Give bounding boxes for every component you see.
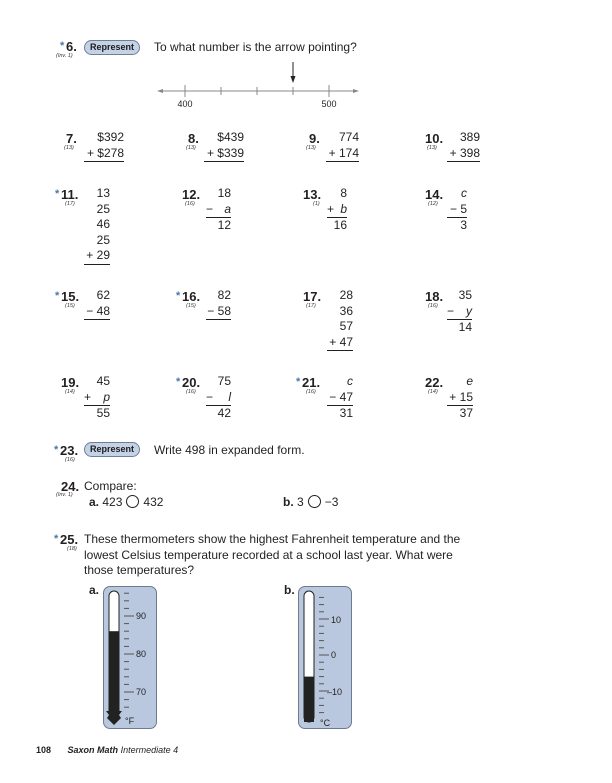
scale-label-0: 0 (331, 650, 337, 660)
addend: $392 (97, 130, 124, 144)
subtrahend: − 48 (84, 304, 110, 321)
addition-column (447, 374, 473, 422)
problem-number: 24. (61, 479, 80, 494)
comparison-circle[interactable] (126, 495, 139, 508)
thermometer-b-label: b. (284, 583, 295, 597)
represent-badge: Represent (84, 442, 140, 457)
lesson-ref: (17) (306, 303, 316, 309)
right-arrowhead (353, 89, 359, 93)
minuend: c (347, 374, 353, 388)
addend: $439 (217, 130, 244, 144)
left-value: 3 (297, 495, 304, 509)
result: 55 (96, 406, 110, 420)
star-marker: * (60, 40, 65, 52)
subtraction-column (206, 374, 231, 422)
star-marker: * (176, 290, 181, 302)
result: 14 (458, 320, 472, 334)
lesson-ref: (16) (186, 389, 196, 395)
lesson-ref: (16) (428, 303, 438, 309)
addition-column (84, 130, 124, 162)
addend: 25 (96, 232, 110, 247)
thermometer-bulb (106, 711, 122, 725)
problem-number: 18. (425, 289, 444, 304)
thermometer-b (298, 586, 352, 729)
problem-number: 16. (182, 289, 201, 304)
addend: 46 (96, 217, 110, 231)
operator: − (206, 389, 214, 404)
subtraction-column (447, 288, 472, 336)
subtrahend-row (447, 304, 472, 321)
lesson-ref: (13) (186, 145, 196, 151)
variable: b (340, 201, 347, 216)
scale-label-80: 80 (136, 649, 147, 659)
problem-number: 13. (303, 187, 322, 202)
result: 37 (459, 406, 473, 420)
minuend: 75 (217, 374, 231, 388)
problem-number: 15. (61, 289, 80, 304)
compare-b (283, 495, 338, 509)
addend: 774 (338, 130, 359, 144)
minuend: 82 (217, 288, 231, 302)
pointer-arrow-head (291, 76, 296, 83)
lesson-ref: (14) (428, 389, 438, 395)
addend: 45 (96, 374, 110, 388)
addend-with-operator: + $278 (84, 146, 124, 163)
part-label: b. (283, 495, 294, 509)
thermometer-bulb (304, 715, 314, 722)
addition-column (84, 186, 110, 265)
thermometer-b-graphic (299, 587, 351, 728)
variable: p (103, 389, 110, 404)
variable: a (224, 201, 231, 216)
addend-row (327, 202, 347, 219)
addend-row (84, 390, 110, 407)
footer (36, 745, 178, 755)
addend: 25 (96, 201, 110, 216)
addend: 36 (339, 303, 353, 318)
addend-with-operator: + 398 (447, 146, 480, 163)
left-value: 423 (102, 495, 123, 509)
result: 42 (217, 406, 231, 420)
lesson-ref: (16) (65, 457, 75, 463)
addend-with-operator: + 47 (327, 335, 353, 352)
part-label: a. (89, 495, 100, 509)
subtrahend-row (206, 202, 231, 219)
addend-with-operator: + 29 (84, 248, 110, 265)
variable: y (466, 303, 472, 318)
lesson-ref: (1) (313, 201, 320, 207)
operator: − (206, 201, 214, 216)
left-arrowhead (157, 89, 163, 93)
lesson-ref: (13) (306, 145, 316, 151)
number-line (155, 62, 365, 112)
star-marker: * (296, 376, 301, 388)
problem-number: 22. (425, 375, 444, 390)
problem-number: 19. (61, 375, 80, 390)
subtraction-column (206, 288, 231, 320)
subtrahend-row (206, 390, 231, 407)
unit-label: °C (320, 718, 331, 728)
question-line: those temperatures? (84, 563, 195, 577)
subtraction-column (206, 186, 231, 234)
operator: + (84, 389, 92, 404)
result: 31 (339, 406, 353, 420)
compare-label: Compare: (84, 479, 137, 493)
addition-column (326, 130, 359, 162)
tick-label-500: 500 (321, 99, 337, 109)
question-text: To what number is the arrow pointing? (154, 40, 357, 54)
compare-a (89, 495, 163, 509)
lesson-ref: (14) (65, 389, 75, 395)
addition-column (84, 374, 110, 422)
right-value: −3 (324, 495, 339, 509)
lesson-ref: (15) (186, 303, 196, 309)
addition-column (447, 130, 480, 162)
subtrahend: − 47 (327, 390, 353, 407)
scale-label-70: 70 (136, 687, 147, 697)
addition-column (327, 186, 347, 234)
lesson-ref: (18) (67, 546, 77, 552)
lesson-ref: (17) (65, 201, 75, 207)
unit-label: °F (125, 716, 135, 726)
problem-number: 9. (309, 131, 320, 146)
lesson-ref: (13) (427, 145, 437, 151)
addend: 13 (96, 186, 110, 200)
operator: − (447, 303, 455, 318)
star-marker: * (55, 188, 60, 200)
addend-with-operator: + 15 (447, 390, 473, 407)
comparison-circle[interactable] (308, 495, 321, 508)
problem-number: 21. (302, 375, 321, 390)
addend-with-operator: + $339 (204, 146, 244, 163)
problem-number: 11. (61, 187, 79, 202)
result: 3 (460, 218, 467, 232)
problem-number: 17. (303, 289, 322, 304)
thermometer-a (103, 586, 157, 729)
star-marker: * (176, 376, 181, 388)
subtrahend: − 58 (206, 304, 231, 321)
mercury-column (109, 631, 119, 713)
problem-number: 6. (66, 39, 77, 54)
page-number: 108 (36, 745, 52, 755)
right-value: 432 (143, 495, 164, 509)
operator: + (327, 201, 335, 216)
result: 16 (333, 218, 347, 232)
problem-number: 23. (60, 443, 79, 458)
lesson-ref: (Inv. 1) (56, 492, 73, 498)
tick-label-400: 400 (177, 99, 193, 109)
problem-number: 8. (188, 131, 199, 146)
represent-badge: Represent (84, 40, 140, 55)
question-text: Write 498 in expanded form. (154, 443, 305, 457)
addend: 57 (339, 319, 353, 333)
question-text (84, 532, 460, 579)
problem-number: 14. (425, 187, 444, 202)
minuend: 35 (458, 288, 472, 302)
star-marker: * (54, 444, 59, 456)
problem-number: 12. (182, 187, 201, 202)
lesson-ref: (15) (65, 303, 75, 309)
problem-number: 7. (66, 131, 77, 146)
book-title-rest: Intermediate 4 (120, 745, 179, 755)
addend: 389 (459, 130, 480, 144)
star-marker: * (55, 290, 60, 302)
minuend: 18 (217, 186, 231, 200)
minuend: c (461, 186, 467, 200)
question-line: lowest Celsius temperature recorded at a school last year. What were (84, 547, 453, 562)
lesson-ref: (16) (306, 389, 316, 395)
scale-label-10: 10 (331, 615, 342, 625)
addition-column (327, 288, 353, 351)
addition-column (204, 130, 244, 162)
result: 12 (217, 218, 231, 232)
problem-number: 20. (182, 375, 201, 390)
lesson-ref: (12) (428, 201, 438, 207)
addend: 8 (340, 186, 347, 200)
question-line: These thermometers show the highest Fahrenheit temperature and the (84, 532, 461, 546)
lesson-ref: (Inv. 1) (56, 53, 73, 59)
addend-with-operator: + 174 (326, 146, 359, 163)
subtrahend: − 5 (447, 202, 467, 219)
thermometer-a-graphic (104, 587, 156, 728)
variable: l (228, 389, 231, 404)
minuend: 62 (96, 288, 110, 302)
star-marker: * (54, 533, 59, 545)
lesson-ref: (13) (64, 145, 74, 151)
book-title-bold: Saxon Math (67, 745, 119, 755)
scale-label-90: 90 (136, 611, 147, 621)
subtraction-column (447, 186, 467, 234)
addend: e (466, 374, 473, 388)
thermometer-a-label: a. (89, 583, 100, 597)
lesson-ref: (16) (185, 201, 195, 207)
subtraction-column (327, 374, 353, 422)
subtraction-column (84, 288, 110, 320)
scale-label-minus-10: –10 (327, 687, 343, 697)
problem-number: 10. (425, 131, 444, 146)
problem-number: 25. (60, 532, 79, 547)
addend: 28 (339, 288, 353, 302)
